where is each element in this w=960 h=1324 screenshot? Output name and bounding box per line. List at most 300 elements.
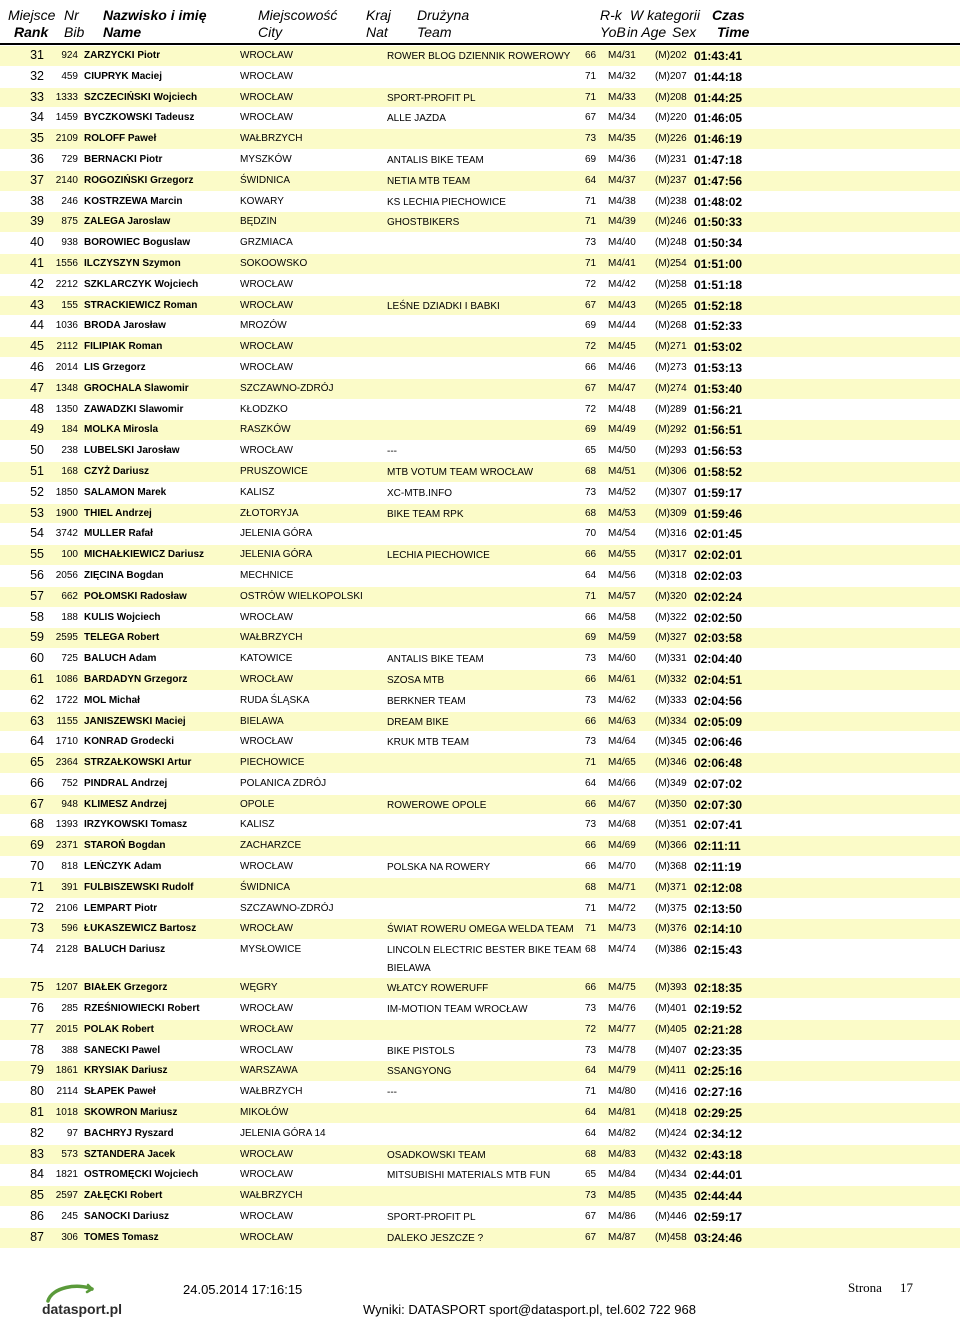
cell-bib: 2015 bbox=[55, 1023, 78, 1035]
cell-time: 01:52:18 bbox=[694, 298, 743, 313]
cell-cat: M4/64 bbox=[608, 736, 636, 748]
cell-bib: 1036 bbox=[55, 320, 78, 332]
cell-bib: 2371 bbox=[55, 840, 78, 852]
cell-rank: 34 bbox=[30, 110, 44, 125]
cell-cat: M4/32 bbox=[608, 70, 636, 82]
cell-team: ŚWIAT ROWERU OMEGA WELDA TEAM bbox=[387, 924, 574, 936]
cell-city: WROCŁAW bbox=[240, 736, 293, 748]
cell-name: ZARZYCKI Piotr bbox=[84, 50, 161, 61]
cell-cat: M4/76 bbox=[608, 1003, 636, 1015]
cell-city: WROCŁAW bbox=[240, 861, 293, 873]
cell-rank: 38 bbox=[30, 193, 44, 208]
header-city-en: City bbox=[258, 24, 283, 40]
cell-cat: M4/33 bbox=[608, 91, 636, 103]
header-rank-pl: Miejsce bbox=[8, 7, 56, 23]
cell-cat: M4/84 bbox=[608, 1169, 636, 1181]
cell-time: 02:13:50 bbox=[694, 901, 743, 916]
cell-city: RASZKÓW bbox=[240, 424, 291, 436]
cell-cat: M4/65 bbox=[608, 757, 636, 769]
cell-bib: 752 bbox=[61, 777, 78, 789]
cell-yob: 73 bbox=[585, 237, 597, 249]
cell-pos: (M)333 bbox=[655, 694, 687, 706]
cell-name: SZTANDERA Jacek bbox=[84, 1148, 176, 1160]
cell-yob: 68 bbox=[585, 944, 597, 956]
cell-rank: 72 bbox=[30, 900, 44, 915]
cell-name: MOLKA Mirosla bbox=[84, 424, 159, 436]
cell-city: WARSZAWA bbox=[240, 1065, 298, 1077]
cell-time: 01:51:00 bbox=[694, 256, 743, 271]
cell-name: KULIS Wojciech bbox=[84, 611, 161, 623]
print-date: 24.05.2014 17:16:15 bbox=[183, 1282, 303, 1297]
cell-yob: 66 bbox=[585, 861, 597, 873]
cell-pos: (M)432 bbox=[655, 1148, 687, 1160]
cell-time: 02:07:41 bbox=[694, 818, 743, 833]
cell-city: WĘGRY bbox=[240, 982, 278, 994]
header-team-en: Team bbox=[417, 24, 452, 40]
cell-cat: M4/60 bbox=[608, 653, 636, 665]
cell-pos: (M)334 bbox=[655, 715, 687, 727]
cell-yob: 73 bbox=[585, 819, 597, 831]
header-nat-en: Nat bbox=[366, 24, 388, 40]
cell-pos: (M)237 bbox=[655, 174, 687, 186]
cell-team: MTB VOTUM TEAM WROCŁAW bbox=[387, 466, 534, 478]
cell-city: MROZÓW bbox=[240, 320, 287, 332]
cell-city: WROCŁAW bbox=[240, 445, 293, 457]
cell-rank: 45 bbox=[30, 339, 44, 354]
header-time-pl: Czas bbox=[712, 7, 745, 23]
cell-time: 01:43:41 bbox=[694, 49, 743, 63]
cell-city: MECHNICE bbox=[240, 569, 294, 581]
cell-time: 02:12:08 bbox=[694, 880, 743, 895]
cell-rank: 41 bbox=[30, 255, 44, 270]
cell-bib: 2140 bbox=[55, 174, 78, 186]
cell-bib: 2109 bbox=[55, 133, 78, 145]
cell-city: JELENIA GÓRA bbox=[240, 549, 313, 561]
cell-rank: 74 bbox=[30, 942, 44, 957]
cell-rank: 58 bbox=[30, 609, 44, 624]
cell-time: 02:23:35 bbox=[694, 1043, 743, 1058]
cell-pos: (M)208 bbox=[655, 91, 687, 103]
cell-city: MYSZKÓW bbox=[240, 153, 292, 165]
cell-name: POŁOMSKI Radosław bbox=[84, 590, 187, 602]
cell-bib: 245 bbox=[61, 1211, 78, 1223]
header-rank-en: Rank bbox=[14, 24, 49, 40]
table-row bbox=[0, 670, 960, 691]
cell-cat: M4/57 bbox=[608, 590, 636, 602]
cell-cat: M4/82 bbox=[608, 1127, 636, 1139]
cell-yob: 73 bbox=[585, 653, 597, 665]
cell-pos: (M)220 bbox=[655, 112, 687, 124]
cell-rank: 52 bbox=[30, 484, 44, 499]
table-row bbox=[0, 420, 960, 441]
cell-rank: 50 bbox=[30, 443, 44, 458]
cell-rank: 76 bbox=[30, 1001, 44, 1016]
cell-time: 02:18:35 bbox=[694, 981, 743, 996]
cell-yob: 65 bbox=[585, 1169, 597, 1181]
cell-name: BACHRYJ Ryszard bbox=[84, 1127, 174, 1139]
cell-bib: 1350 bbox=[55, 403, 78, 415]
cell-bib: 97 bbox=[66, 1127, 78, 1139]
cell-city: OPOLE bbox=[240, 798, 275, 810]
cell-yob: 67 bbox=[585, 382, 597, 394]
cell-pos: (M)416 bbox=[655, 1086, 687, 1098]
cell-team: ROWEROWE OPOLE bbox=[387, 799, 487, 811]
cell-team: SSANGYONG bbox=[387, 1066, 452, 1078]
table-row bbox=[0, 940, 960, 978]
cell-name: OSTROMĘCKI Wojciech bbox=[84, 1169, 199, 1181]
cell-time: 02:02:03 bbox=[694, 568, 743, 583]
cell-team: SPORT-PROFIT PL bbox=[387, 92, 476, 104]
table-row bbox=[0, 1228, 960, 1249]
cell-time: 01:52:33 bbox=[694, 319, 743, 334]
table-row bbox=[0, 899, 960, 920]
cell-pos: (M)274 bbox=[655, 382, 687, 394]
cell-yob: 64 bbox=[585, 174, 597, 186]
cell-pos: (M)351 bbox=[655, 819, 687, 831]
table-row bbox=[0, 1207, 960, 1228]
cell-city: WROCŁAW bbox=[240, 112, 293, 124]
cell-time: 02:07:02 bbox=[694, 776, 743, 791]
cell-bib: 2056 bbox=[55, 569, 78, 581]
cell-name: ŁUKASZEWICZ Bartosz bbox=[84, 923, 197, 935]
cell-yob: 70 bbox=[585, 528, 597, 540]
cell-city: OSTRÓW WIELKOPOLSKI bbox=[240, 590, 363, 602]
cell-cat: M4/72 bbox=[608, 902, 636, 914]
cell-bib: 1459 bbox=[55, 112, 78, 124]
cell-yob: 64 bbox=[585, 777, 597, 789]
table-row bbox=[0, 836, 960, 857]
cell-team: OSADKOWSKI TEAM bbox=[387, 1149, 486, 1161]
datasport-logo bbox=[38, 1283, 126, 1319]
cell-cat: M4/68 bbox=[608, 819, 636, 831]
cell-bib: 1722 bbox=[55, 694, 78, 706]
cell-bib: 1393 bbox=[55, 819, 78, 831]
table-row bbox=[0, 608, 960, 629]
cell-bib: 2364 bbox=[55, 757, 78, 769]
cell-rank: 40 bbox=[30, 235, 44, 250]
cell-yob: 73 bbox=[585, 694, 597, 706]
cell-yob: 71 bbox=[585, 757, 597, 769]
cell-name: MOL Michał bbox=[84, 694, 140, 706]
cell-city: ZŁOTORYJA bbox=[240, 507, 299, 519]
table-row bbox=[0, 545, 960, 566]
cell-bib: 459 bbox=[61, 70, 78, 82]
cell-name: CIUPRYK Maciej bbox=[84, 70, 162, 82]
cell-rank: 51 bbox=[30, 463, 44, 478]
cell-team: WŁATCY ROWERUFF bbox=[387, 983, 489, 995]
cell-pos: (M)318 bbox=[655, 569, 687, 581]
cell-city: MYSŁOWICE bbox=[240, 944, 302, 956]
cell-cat: M4/54 bbox=[608, 528, 636, 540]
cell-bib: 875 bbox=[61, 216, 78, 228]
table-row bbox=[0, 46, 960, 67]
table-row bbox=[0, 1165, 960, 1186]
cell-city: BĘDZIN bbox=[240, 216, 277, 228]
cell-cat: M4/47 bbox=[608, 382, 636, 394]
cell-name: CZYŻ Dariusz bbox=[84, 465, 150, 477]
cell-city: WROCŁAW bbox=[240, 1003, 293, 1015]
cell-city: JELENIA GÓRA bbox=[240, 528, 313, 540]
table-row bbox=[0, 296, 960, 317]
cell-time: 02:04:56 bbox=[694, 693, 743, 708]
cell-yob: 72 bbox=[585, 341, 597, 353]
cell-city: WROCŁAW bbox=[240, 341, 293, 353]
cell-bib: 1086 bbox=[55, 673, 78, 685]
cell-bib: 1556 bbox=[55, 257, 78, 269]
page-number: 17 bbox=[899, 1280, 913, 1295]
cell-time: 01:44:25 bbox=[694, 90, 743, 105]
cell-bib: 948 bbox=[61, 798, 78, 810]
table-row bbox=[0, 504, 960, 525]
cell-team: BIKE TEAM RPK bbox=[387, 508, 464, 520]
table-row bbox=[0, 337, 960, 358]
table-row bbox=[0, 919, 960, 940]
cell-team: BERKNER TEAM bbox=[387, 695, 466, 707]
cell-time: 02:59:17 bbox=[694, 1210, 743, 1225]
cell-city: WROCŁAW bbox=[240, 91, 293, 103]
cell-time: 01:51:18 bbox=[694, 277, 743, 292]
cell-team: POLSKA NA ROWERY bbox=[387, 862, 491, 874]
cell-cat: M4/85 bbox=[608, 1190, 636, 1202]
cell-bib: 246 bbox=[61, 195, 78, 207]
cell-time: 02:02:50 bbox=[694, 610, 743, 625]
cell-pos: (M)306 bbox=[655, 465, 687, 477]
table-row bbox=[0, 192, 960, 213]
table-row bbox=[0, 358, 960, 379]
cell-yob: 72 bbox=[585, 1023, 597, 1035]
cell-yob: 66 bbox=[585, 549, 597, 561]
table-row bbox=[0, 1082, 960, 1103]
cell-team: ANTALIS BIKE TEAM bbox=[387, 154, 484, 166]
cell-team: XC-MTB.INFO bbox=[387, 487, 452, 499]
cell-team: MITSUBISHI MATERIALS MTB FUN bbox=[387, 1170, 551, 1182]
cell-yob: 73 bbox=[585, 736, 597, 748]
cell-team-line2: BIELAWA bbox=[387, 963, 431, 975]
cell-rank: 85 bbox=[30, 1188, 44, 1203]
cell-rank: 54 bbox=[30, 526, 44, 541]
cell-team: --- bbox=[387, 1087, 397, 1099]
cell-bib: 2114 bbox=[56, 1086, 78, 1098]
header-sex-en: Sex bbox=[672, 24, 697, 40]
cell-cat: M4/69 bbox=[608, 840, 636, 852]
cell-team: GHOSTBIKERS bbox=[387, 217, 460, 229]
cell-bib: 391 bbox=[61, 881, 78, 893]
cell-bib: 1018 bbox=[55, 1107, 78, 1119]
cell-city: WROCŁAW bbox=[240, 50, 293, 61]
cell-rank: 36 bbox=[30, 151, 44, 166]
cell-yob: 66 bbox=[585, 673, 597, 685]
cell-city: WROCŁAW bbox=[240, 1148, 293, 1160]
cell-time: 02:25:16 bbox=[694, 1064, 743, 1079]
cell-city: ŚWIDNICA bbox=[240, 174, 290, 186]
table-row bbox=[0, 1041, 960, 1062]
cell-team: ROWER BLOG DZIENNIK ROWEROWY bbox=[387, 51, 571, 62]
cell-city: PRUSZOWICE bbox=[240, 465, 308, 477]
cell-city: WROCŁAW bbox=[240, 278, 293, 290]
cell-team: LECHIA PIECHOWICE bbox=[387, 550, 490, 562]
table-row bbox=[0, 649, 960, 670]
cell-cat: M4/41 bbox=[608, 257, 636, 269]
cell-time: 01:53:40 bbox=[694, 381, 743, 396]
cell-team: DALEKO JESZCZE ? bbox=[387, 1232, 484, 1244]
cell-bib: 2595 bbox=[55, 632, 78, 644]
cell-team: IM-MOTION TEAM WROCŁAW bbox=[387, 1004, 528, 1016]
cell-team: NETIA MTB TEAM bbox=[387, 175, 471, 187]
cell-cat: M4/77 bbox=[608, 1023, 636, 1035]
header-cat-pl: W kategorii bbox=[630, 7, 701, 23]
cell-name: STAROŃ Bogdan bbox=[84, 840, 166, 852]
cell-rank: 33 bbox=[30, 89, 44, 104]
cell-pos: (M)309 bbox=[655, 507, 687, 519]
cell-city: KATOWICE bbox=[240, 653, 293, 665]
cell-rank: 44 bbox=[30, 318, 44, 333]
header-nat-pl: Kraj bbox=[366, 7, 391, 23]
cell-name: KRYSIAK Dariusz bbox=[84, 1065, 168, 1077]
cell-yob: 72 bbox=[585, 278, 597, 290]
cell-city: WROCŁAW bbox=[240, 1231, 293, 1243]
table-row bbox=[0, 1186, 960, 1207]
cell-cat: M4/55 bbox=[608, 549, 636, 561]
cell-pos: (M)375 bbox=[655, 902, 687, 914]
cell-name: IRZYKOWSKI Tomasz bbox=[84, 819, 188, 831]
cell-yob: 71 bbox=[585, 70, 597, 82]
cell-rank: 81 bbox=[30, 1105, 44, 1120]
cell-pos: (M)435 bbox=[655, 1190, 687, 1202]
cell-cat: M4/46 bbox=[608, 361, 636, 373]
table-row bbox=[0, 628, 960, 649]
cell-team: LEŚNE DZIADKI I BABKI bbox=[387, 300, 500, 312]
cell-name: ZAŁĘCKI Robert bbox=[84, 1190, 163, 1202]
cell-bib: 1207 bbox=[55, 982, 78, 994]
cell-city: WAŁBRZYCH bbox=[240, 133, 303, 145]
cell-city: WROCŁAW bbox=[240, 361, 293, 373]
cell-cat: M4/48 bbox=[608, 403, 636, 415]
cell-team: DREAM BIKE bbox=[387, 716, 449, 728]
cell-cat: M4/87 bbox=[608, 1231, 636, 1243]
cell-cat: M4/40 bbox=[608, 237, 636, 249]
table-row bbox=[0, 753, 960, 774]
cell-yob: 68 bbox=[585, 465, 597, 477]
cell-bib: 2014 bbox=[55, 361, 78, 373]
cell-team: KS LECHIA PIECHOWICE bbox=[387, 196, 506, 208]
cell-yob: 64 bbox=[585, 569, 597, 581]
cell-name: TOMES Tomasz bbox=[84, 1231, 159, 1243]
cell-time: 01:47:56 bbox=[694, 173, 743, 188]
cell-name: ROGOZIŃSKI Grzegorz bbox=[84, 174, 194, 186]
cell-yob: 68 bbox=[585, 1148, 597, 1160]
cell-rank: 53 bbox=[30, 505, 44, 520]
cell-yob: 71 bbox=[585, 923, 597, 935]
cell-rank: 66 bbox=[30, 775, 44, 790]
cell-cat: M4/42 bbox=[608, 278, 636, 290]
cell-pos: (M)327 bbox=[655, 632, 687, 644]
cell-pos: (M)332 bbox=[655, 673, 687, 685]
table-row bbox=[0, 275, 960, 296]
cell-rank: 84 bbox=[30, 1167, 44, 1182]
cell-pos: (M)434 bbox=[655, 1169, 687, 1181]
cell-pos: (M)246 bbox=[655, 216, 687, 228]
cell-cat: M4/35 bbox=[608, 133, 636, 145]
cell-yob: 68 bbox=[585, 881, 597, 893]
cell-cat: M4/53 bbox=[608, 507, 636, 519]
cell-yob: 66 bbox=[585, 798, 597, 810]
cell-yob: 71 bbox=[585, 195, 597, 207]
cell-name: ZAWADZKI Slawomir bbox=[84, 403, 184, 415]
cell-yob: 71 bbox=[585, 216, 597, 228]
cell-yob: 71 bbox=[585, 590, 597, 602]
cell-cat: M4/43 bbox=[608, 299, 636, 311]
cell-bib: 1333 bbox=[55, 91, 78, 103]
cell-pos: (M)322 bbox=[655, 611, 687, 623]
cell-city: WAŁBRZYCH bbox=[240, 632, 303, 644]
cell-name: KONRAD Grodecki bbox=[84, 736, 175, 748]
cell-bib: 155 bbox=[61, 299, 78, 311]
cell-pos: (M)268 bbox=[655, 320, 687, 332]
cell-team: SPORT-PROFIT PL bbox=[387, 1212, 476, 1224]
cell-name: SZKLARCZYK Wojciech bbox=[84, 278, 199, 290]
cell-team: ALLE JAZDA bbox=[387, 113, 446, 125]
header-yob-en: YoB bbox=[600, 24, 626, 40]
cell-name: ILCZYSZYN Szymon bbox=[84, 257, 181, 269]
cell-bib: 1155 bbox=[56, 715, 78, 727]
cell-name: ZIĘCINA Bogdan bbox=[84, 569, 164, 581]
cell-time: 02:06:46 bbox=[694, 735, 743, 750]
table-row bbox=[0, 171, 960, 192]
cell-city: SZCZAWNO-ZDRÓJ bbox=[240, 902, 334, 914]
cell-city: WROCŁAW bbox=[240, 611, 293, 623]
table-row bbox=[0, 379, 960, 400]
cell-yob: 73 bbox=[585, 1190, 597, 1202]
cell-yob: 67 bbox=[585, 112, 597, 124]
cell-time: 02:15:43 bbox=[694, 943, 743, 958]
cell-bib: 2597 bbox=[55, 1190, 78, 1202]
cell-cat: M4/37 bbox=[608, 174, 636, 186]
cell-rank: 56 bbox=[30, 567, 44, 582]
page-indicator bbox=[848, 1280, 913, 1296]
cell-rank: 46 bbox=[30, 359, 44, 374]
cell-yob: 69 bbox=[585, 153, 597, 165]
cell-pos: (M)254 bbox=[655, 257, 687, 269]
cell-pos: (M)316 bbox=[655, 528, 687, 540]
cell-rank: 63 bbox=[30, 713, 44, 728]
cell-name: SANECKI Pawel bbox=[84, 1044, 161, 1056]
header-cat-en: in Age bbox=[627, 24, 667, 40]
table-row bbox=[0, 712, 960, 733]
cell-time: 01:48:02 bbox=[694, 194, 743, 209]
cell-cat: M4/50 bbox=[608, 445, 636, 457]
cell-time: 02:21:28 bbox=[694, 1022, 743, 1037]
cell-bib: 388 bbox=[61, 1044, 78, 1056]
cell-bib: 2106 bbox=[55, 902, 78, 914]
cell-bib: 924 bbox=[61, 50, 78, 61]
cell-cat: M4/67 bbox=[608, 798, 636, 810]
cell-pos: (M)273 bbox=[655, 361, 687, 373]
cell-pos: (M)292 bbox=[655, 424, 687, 436]
cell-cat: M4/71 bbox=[608, 881, 636, 893]
cell-team: KRUK MTB TEAM bbox=[387, 737, 470, 749]
cell-city: WAŁBRZYCH bbox=[240, 1086, 303, 1098]
cell-cat: M4/78 bbox=[608, 1044, 636, 1056]
cell-yob: 69 bbox=[585, 424, 597, 436]
cell-cat: M4/62 bbox=[608, 694, 636, 706]
table-row bbox=[0, 1124, 960, 1145]
cell-yob: 73 bbox=[585, 486, 597, 498]
cell-cat: M4/45 bbox=[608, 341, 636, 353]
cell-pos: (M)265 bbox=[655, 299, 687, 311]
results-credit: Wyniki: DATASPORT sport@datasport.pl, tel.602 722 968 bbox=[363, 1302, 696, 1317]
cell-city: WROCŁAW bbox=[240, 70, 293, 82]
table-row bbox=[0, 1061, 960, 1082]
